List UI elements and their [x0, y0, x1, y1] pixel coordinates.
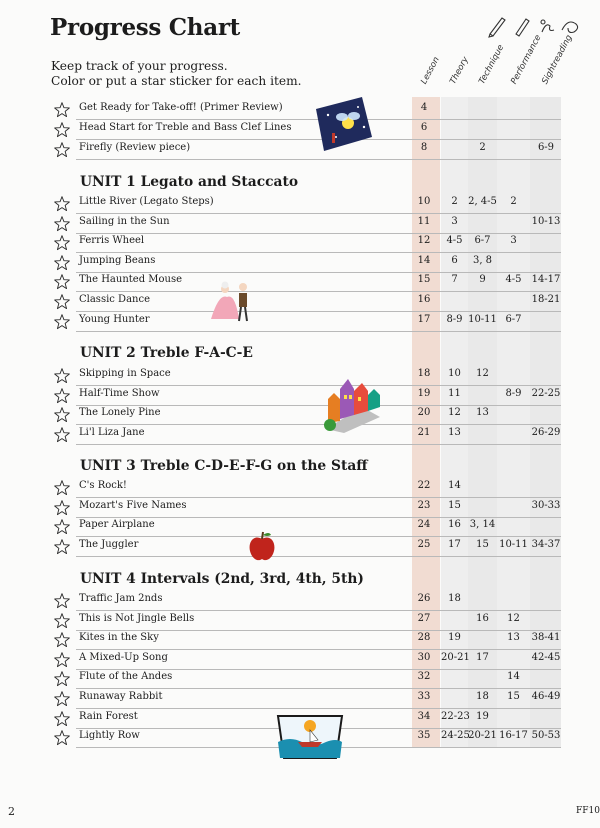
piece-title: Li'l Liza Jane	[79, 427, 145, 438]
piece-title: Get Ready for Take-off! (Primer Review)	[79, 102, 283, 113]
chart-row	[0, 292, 600, 311]
lesson-page: 21	[417, 427, 431, 438]
chart-row	[0, 140, 600, 159]
piece-title: The Lonely Pine	[79, 407, 161, 418]
piece-title: Flute of the Andes	[79, 671, 173, 682]
lesson-page: 32	[417, 671, 431, 682]
chart-row	[0, 537, 600, 556]
star-checkbox-icon[interactable]	[53, 387, 71, 405]
lesson-page: 23	[417, 500, 431, 511]
lesson-page: 27	[417, 613, 431, 624]
lesson-page: 18	[417, 368, 431, 379]
piece-title: Kites in the Sky	[79, 632, 159, 643]
star-checkbox-icon[interactable]	[53, 612, 71, 630]
lesson-page: 17	[417, 314, 431, 325]
lesson-page: 28	[417, 632, 431, 643]
piece-title: Ferris Wheel	[79, 235, 145, 246]
technique-page: 10-11	[468, 314, 497, 325]
sightreading-page: 42-45	[531, 652, 561, 663]
firefly-night-sky-illustration	[314, 97, 374, 153]
star-checkbox-icon[interactable]	[53, 479, 71, 497]
theory-page: 15	[448, 500, 461, 511]
technique-page: 18	[476, 691, 489, 702]
sightreading-page: 38-41	[531, 632, 561, 643]
piece-title: Half-Time Show	[79, 388, 160, 399]
theory-page: 12	[448, 407, 461, 418]
column-header-lesson: Lesson	[419, 55, 442, 86]
lesson-page: 20	[417, 407, 431, 418]
theory-page: 2	[451, 196, 458, 207]
unit-heading: UNIT 2 Treble F-A-C-E	[80, 345, 253, 361]
piece-title: Classic Dance	[79, 294, 150, 305]
theory-page: 14	[448, 480, 461, 491]
sightreading-page: 6-9	[537, 142, 555, 153]
swirl-icon	[562, 22, 578, 33]
performance-page: 14	[507, 671, 520, 682]
lesson-page: 19	[417, 388, 431, 399]
lesson-page: 12	[417, 235, 431, 246]
theory-page: 7	[451, 274, 458, 285]
column-header-theory: Theory	[448, 55, 471, 86]
theory-page: 8-9	[446, 314, 463, 325]
performance-page: 4-5	[505, 274, 522, 285]
colorful-houses-illustration	[322, 373, 382, 433]
technique-page: 2, 4-5	[468, 196, 497, 207]
row-divider	[76, 331, 561, 332]
sightreading-page: 34-37	[531, 539, 561, 550]
piece-title: C's Rock!	[79, 480, 127, 491]
star-checkbox-icon[interactable]	[53, 499, 71, 517]
footer-code: FF10	[576, 806, 600, 816]
column-header-technique: Technique	[477, 43, 507, 86]
unit-heading: UNIT 4 Intervals (2nd, 3rd, 4th, 5th)	[80, 571, 364, 587]
technique-page: 15	[476, 539, 489, 550]
piece-title: A Mixed-Up Song	[79, 652, 168, 663]
chart-row	[0, 591, 600, 610]
page-title: Progress Chart	[50, 14, 240, 41]
lesson-page: 26	[417, 593, 431, 604]
lesson-page: 4	[420, 102, 428, 113]
star-checkbox-icon[interactable]	[53, 367, 71, 385]
lesson-page: 10	[417, 196, 431, 207]
apple-icon	[247, 531, 277, 563]
star-checkbox-icon[interactable]	[53, 670, 71, 688]
chart-row	[0, 478, 600, 497]
performance-page: 15	[507, 691, 520, 702]
theory-page: 20-21	[441, 652, 470, 663]
sightreading-page: 50-53	[531, 730, 561, 741]
sightreading-page: 30-33	[531, 500, 561, 511]
technique-page: 9	[479, 274, 486, 285]
sightreading-page: 22-25	[531, 388, 561, 399]
piece-title: Rain Forest	[79, 711, 138, 722]
chart-row	[0, 272, 600, 291]
piece-title: Jumping Beans	[79, 255, 156, 266]
piece-title: Sailing in the Sun	[79, 216, 170, 227]
piece-title: Runaway Rabbit	[79, 691, 163, 702]
technique-page: 3, 8	[472, 255, 493, 266]
theory-page: 22-23	[441, 711, 470, 722]
chart-row	[0, 425, 600, 444]
row-divider	[76, 159, 561, 160]
theory-page: 10	[448, 368, 461, 379]
chart-row	[0, 120, 600, 139]
star-checkbox-icon[interactable]	[53, 215, 71, 233]
sightreading-page: 26-29	[531, 427, 561, 438]
star-checkbox-icon[interactable]	[53, 426, 71, 444]
theory-page: 11	[448, 388, 461, 399]
technique-page: 2	[479, 142, 486, 153]
piece-title: Mozart's Five Names	[79, 500, 187, 511]
piece-title: Paper Airplane	[79, 519, 155, 530]
lesson-page: 8	[420, 142, 428, 153]
lesson-page: 16	[417, 294, 431, 305]
star-checkbox-icon[interactable]	[53, 101, 71, 119]
lesson-page: 25	[417, 539, 431, 550]
piece-title: Young Hunter	[79, 314, 150, 325]
performance-page: 16-17	[499, 730, 528, 741]
column-header-performance: Performance	[509, 33, 544, 86]
chart-row	[0, 405, 600, 424]
performance-page: 6-7	[505, 314, 522, 325]
chart-row	[0, 253, 600, 272]
star-checkbox-icon[interactable]	[53, 234, 71, 252]
lesson-page: 24	[417, 519, 431, 530]
star-checkbox-icon[interactable]	[53, 293, 71, 311]
chart-row	[0, 366, 600, 385]
technique-page: 12	[476, 368, 489, 379]
piece-title: This is Not Jingle Bells	[79, 613, 195, 624]
lesson-page: 14	[417, 255, 431, 266]
piece-title: Traffic Jam 2nds	[79, 593, 163, 604]
theory-page: 4-5	[446, 235, 463, 246]
theory-page: 6	[451, 255, 458, 266]
technique-page: 13	[476, 407, 489, 418]
chart-row	[0, 386, 600, 405]
chart-row	[0, 498, 600, 517]
unit-heading: UNIT 1 Legato and Staccato	[80, 174, 299, 190]
theory-page: 24-25	[441, 730, 470, 741]
star-checkbox-icon[interactable]	[53, 121, 71, 139]
star-checkbox-icon[interactable]	[53, 254, 71, 272]
piece-title: Skipping in Space	[79, 368, 171, 379]
lesson-page: 15	[417, 274, 431, 285]
dancing-couple-illustration	[205, 279, 257, 325]
star-checkbox-icon[interactable]	[53, 195, 71, 213]
star-checkbox-icon[interactable]	[53, 538, 71, 556]
theory-page: 17	[448, 539, 461, 550]
sightreading-page: 10-13	[531, 216, 561, 227]
piece-title: Little River (Legato Steps)	[79, 196, 214, 207]
star-checkbox-icon[interactable]	[53, 592, 71, 610]
technique-page: 16	[476, 613, 489, 624]
sightreading-page: 14-17	[531, 274, 561, 285]
lesson-page: 34	[417, 711, 431, 722]
chart-row	[0, 689, 600, 708]
piece-title: The Juggler	[79, 539, 139, 550]
performance-page: 3	[510, 235, 517, 246]
performance-page: 8-9	[505, 388, 522, 399]
unit-heading: UNIT 3 Treble C-D-E-F-G on the Staff	[80, 458, 368, 474]
instructions-line-2: Color or put a star sticker for each item.	[51, 74, 302, 88]
star-checkbox-icon[interactable]	[53, 141, 71, 159]
star-checkbox-icon[interactable]	[53, 273, 71, 291]
technique-page: 19	[476, 711, 489, 722]
instructions-line-1: Keep track of your progress.	[51, 59, 228, 73]
star-checkbox-icon[interactable]	[53, 518, 71, 536]
star-checkbox-icon[interactable]	[53, 690, 71, 708]
chart-row	[0, 312, 600, 331]
theory-page: 13	[448, 427, 461, 438]
pen-icon	[516, 19, 529, 36]
performance-page: 12	[507, 613, 520, 624]
lesson-page: 6	[420, 122, 428, 133]
performance-page: 10-11	[499, 539, 528, 550]
row-divider	[76, 444, 561, 445]
theory-page: 3	[451, 216, 458, 227]
chart-row	[0, 100, 600, 119]
star-checkbox-icon[interactable]	[53, 651, 71, 669]
lesson-page: 30	[417, 652, 431, 663]
chart-row	[0, 233, 600, 252]
boat-on-water-illustration	[272, 712, 348, 762]
piece-title: The Haunted Mouse	[79, 274, 183, 285]
chart-row	[0, 611, 600, 630]
theory-page: 19	[448, 632, 461, 643]
theory-page: 18	[448, 593, 461, 604]
chart-row	[0, 517, 600, 536]
sightreading-page: 46-49	[531, 691, 561, 702]
page-number: 2	[8, 805, 15, 818]
pencil-icon	[489, 18, 505, 37]
lesson-page: 22	[417, 480, 431, 491]
column-header-sightreading: Sightreading	[540, 33, 575, 86]
chart-row	[0, 194, 600, 213]
star-checkbox-icon[interactable]	[53, 729, 71, 747]
row-divider	[76, 556, 561, 557]
piece-title: Firefly (Review piece)	[79, 142, 191, 153]
performance-page: 2	[510, 196, 517, 207]
sightreading-page: 18-21	[531, 294, 561, 305]
star-checkbox-icon[interactable]	[53, 313, 71, 331]
chart-row	[0, 630, 600, 649]
lesson-page: 35	[417, 730, 431, 741]
technique-page: 3, 14	[469, 519, 496, 530]
chart-row	[0, 214, 600, 233]
chart-row	[0, 650, 600, 669]
star-checkbox-icon[interactable]	[53, 406, 71, 424]
technique-page: 17	[476, 652, 489, 663]
chart-row	[0, 669, 600, 688]
star-checkbox-icon[interactable]	[53, 710, 71, 728]
note-scribble-icon	[541, 20, 554, 32]
technique-page: 20-21	[468, 730, 497, 741]
lesson-page: 11	[417, 216, 431, 227]
piece-title: Head Start for Treble and Bass Clef Lines	[79, 122, 292, 133]
performance-page: 13	[507, 632, 520, 643]
theory-page: 16	[448, 519, 461, 530]
star-checkbox-icon[interactable]	[53, 631, 71, 649]
technique-page: 6-7	[474, 235, 491, 246]
lesson-page: 33	[417, 691, 431, 702]
piece-title: Lightly Row	[79, 730, 140, 741]
